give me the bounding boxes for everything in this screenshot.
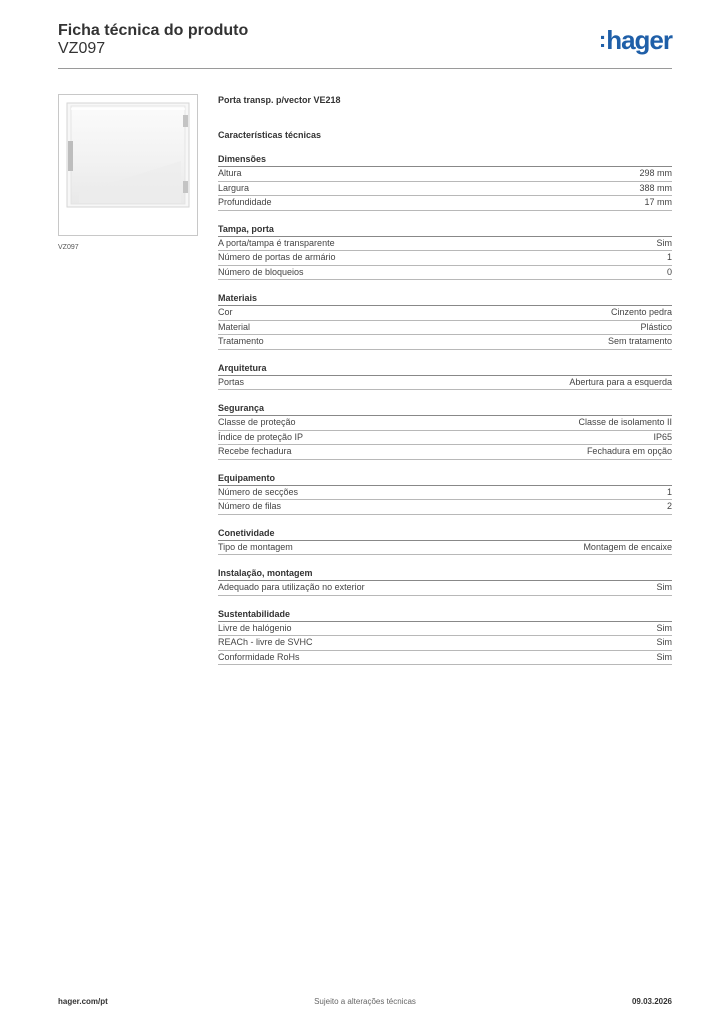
spec-label: Número de bloqueios [218, 266, 304, 277]
footer-date: 09.03.2026 [631, 997, 672, 1006]
footer-disclaimer: Sujeito a alterações técnicas [314, 997, 416, 1006]
spec-label: Material [218, 321, 251, 332]
spec-value: IP65 [653, 431, 672, 442]
spec-row [218, 237, 672, 252]
spec-section [218, 153, 672, 211]
spec-value: Sim [656, 582, 672, 592]
spec-value: 2 [666, 501, 672, 511]
spec-row [218, 445, 672, 460]
spec-row [218, 431, 672, 446]
spec-row [218, 266, 672, 281]
spec-value: Fechadura em opção [586, 446, 672, 456]
spec-row [218, 376, 672, 391]
logo-prefix: : [598, 27, 606, 52]
spec-label: Tipo de montagem [218, 541, 293, 552]
section-title: Conetividade [218, 527, 672, 541]
section-title: Sustentabilidade [218, 608, 672, 622]
document-title: Ficha técnica do produto [58, 22, 249, 39]
spec-label: Número de filas [218, 501, 282, 511]
specs-heading: Características técnicas [218, 130, 322, 140]
spec-label: REACh - livre de SVHC [218, 637, 313, 647]
product-image-caption: VZ097 [58, 244, 79, 251]
product-image-frame [58, 94, 198, 236]
spec-section [218, 567, 672, 596]
spec-value: 1 [666, 486, 672, 497]
spec-section [218, 362, 672, 391]
spec-label: Livre de halógenio [218, 622, 292, 633]
spec-section [218, 608, 672, 666]
spec-value: Sem tratamento [607, 336, 672, 346]
spec-sections [218, 153, 672, 665]
header-divider [58, 68, 672, 69]
footer-website: hager.com/pt [58, 997, 108, 1006]
specifications [218, 94, 672, 677]
page-footer [58, 997, 672, 1011]
spec-label: Portas [218, 376, 245, 387]
section-title: Segurança [218, 402, 672, 416]
section-title: Tampa, porta [218, 223, 672, 237]
spec-value: Classe de isolamento II [578, 417, 672, 427]
hager-logo [599, 26, 672, 56]
spec-row [218, 651, 672, 666]
spec-value: Sim [656, 637, 672, 647]
spec-label: Índice de proteção IP [218, 431, 304, 442]
spec-value: Cinzento pedra [610, 307, 672, 317]
logo-text: hager [606, 25, 672, 55]
spec-value: 298 mm [639, 168, 672, 178]
spec-label: Cor [218, 307, 233, 317]
spec-label: A porta/tampa é transparente [218, 237, 335, 248]
section-title: Dimensões [218, 153, 672, 167]
spec-section [218, 527, 672, 556]
page-header [58, 20, 672, 68]
section-title: Instalação, montagem [218, 567, 672, 581]
spec-label: Tratamento [218, 336, 264, 346]
spec-value: Plástico [640, 321, 672, 332]
spec-value: Sim [656, 237, 672, 248]
section-title: Arquitetura [218, 362, 672, 376]
spec-section [218, 402, 672, 460]
spec-label: Adequado para utilização no exterior [218, 582, 365, 592]
spec-value: 388 mm [639, 182, 672, 193]
spec-label: Largura [218, 182, 250, 193]
spec-value: Sim [656, 622, 672, 633]
spec-value: 0 [666, 266, 672, 277]
spec-value: 17 mm [644, 197, 672, 207]
spec-row [218, 167, 672, 182]
spec-section [218, 472, 672, 515]
spec-row [218, 182, 672, 197]
spec-label: Classe de proteção [218, 417, 296, 427]
product-image [65, 101, 191, 211]
product-name: Porta transp. p/vector VE218 [218, 95, 341, 105]
spec-label: Altura [218, 168, 242, 178]
spec-row [218, 306, 672, 321]
spec-value: 1 [666, 252, 672, 262]
spec-row [218, 622, 672, 637]
spec-label: Recebe fechadura [218, 446, 292, 456]
spec-row [218, 335, 672, 350]
spec-row [218, 251, 672, 266]
spec-row [218, 541, 672, 556]
spec-row [218, 321, 672, 336]
spec-row [218, 196, 672, 211]
spec-label: Número de secções [218, 486, 299, 497]
spec-value: Montagem de encaixe [583, 541, 672, 552]
spec-row [218, 416, 672, 431]
spec-label: Conformidade RoHs [218, 651, 300, 662]
spec-section [218, 292, 672, 350]
section-title: Equipamento [218, 472, 672, 486]
product-code: VZ097 [58, 40, 106, 57]
spec-section [218, 223, 672, 281]
spec-label: Número de portas de armário [218, 252, 336, 262]
spec-value: Sim [656, 651, 672, 662]
spec-label: Profundidade [218, 197, 272, 207]
spec-row [218, 636, 672, 651]
spec-row [218, 581, 672, 596]
spec-row [218, 486, 672, 501]
section-title: Materiais [218, 292, 672, 306]
spec-value: Abertura para a esquerda [569, 376, 672, 387]
spec-row [218, 500, 672, 515]
